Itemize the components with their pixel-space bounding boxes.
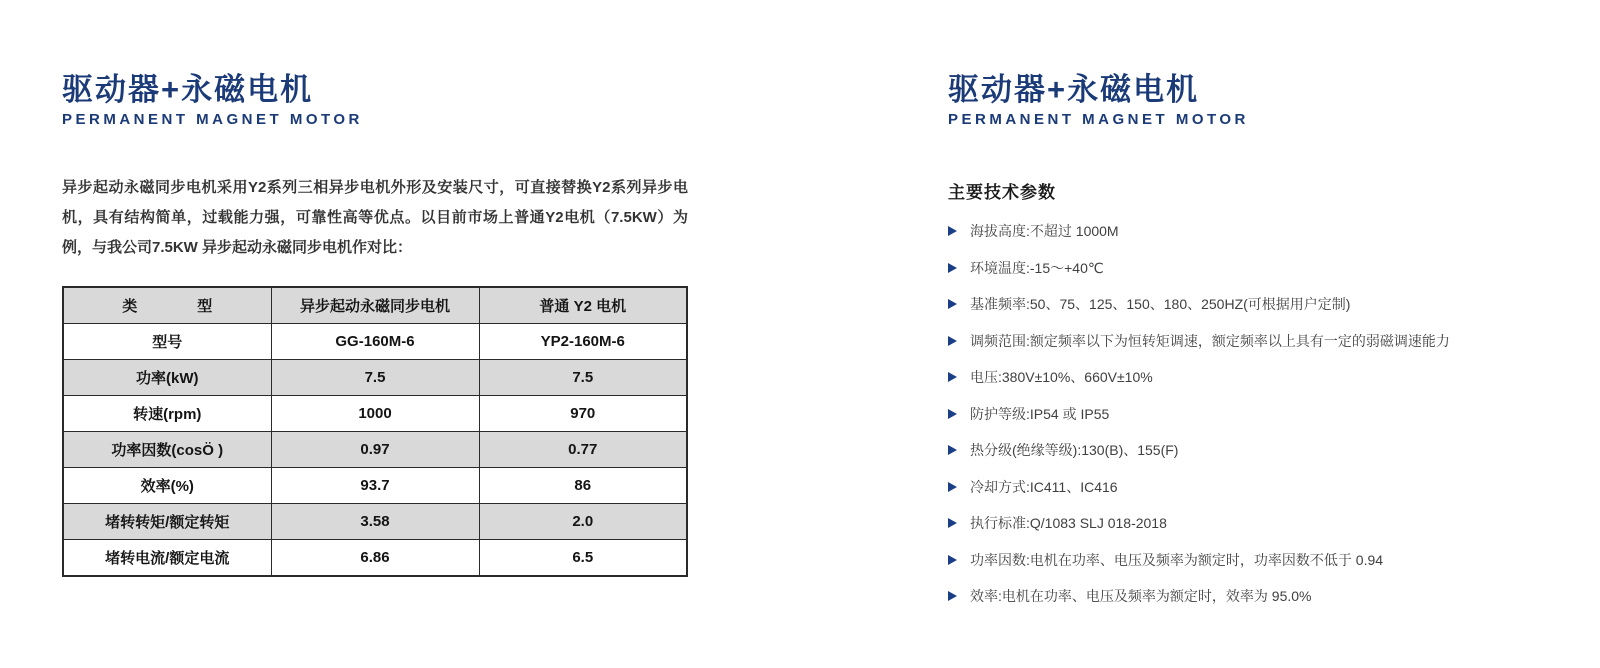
list-item-text: 调频范围:额定频率以下为恒转矩调速，额定频率以上具有一定的弱磁调速能力 — [970, 332, 1450, 349]
comparison-table-head — [63, 287, 687, 324]
table-cell: 堵转电流/额定电流 — [63, 540, 271, 577]
list-item — [948, 443, 1580, 457]
list-item-text: 功率因数:电机在功率、电压及频率为额定时，功率因数不低于 0.94 — [970, 551, 1384, 568]
list-item — [948, 516, 1580, 530]
triangle-bullet-icon — [948, 226, 957, 236]
list-item — [948, 261, 1580, 275]
table-row — [63, 360, 687, 396]
table-header-pm-motor: 异步起动永磁同步电机 — [271, 287, 479, 324]
list-item — [948, 407, 1580, 421]
list-item — [948, 224, 1580, 238]
page-subtitle: PERMANENT MAGNET MOTOR — [62, 111, 363, 128]
left-panel — [62, 72, 688, 577]
triangle-bullet-icon — [948, 482, 957, 492]
table-cell: 转速(rpm) — [63, 396, 271, 432]
table-cell: 7.5 — [479, 360, 687, 396]
right-panel — [948, 72, 1580, 626]
list-item-text: 防护等级:IP54 或 IP55 — [970, 405, 1110, 422]
list-item — [948, 370, 1580, 384]
table-header-row — [63, 287, 687, 324]
list-item-text: 冷却方式:IC411、IC416 — [970, 478, 1118, 495]
list-item-text: 热分级(绝缘等级):130(B)、155(F) — [970, 442, 1179, 458]
right-header — [948, 72, 1580, 129]
page-title: 驱动器+永磁电机 — [948, 72, 1200, 107]
table-cell: 功率(kW) — [63, 360, 271, 396]
triangle-bullet-icon — [948, 445, 957, 455]
table-cell: 堵转转矩/额定转矩 — [63, 504, 271, 540]
list-item — [948, 334, 1580, 348]
parameter-list — [948, 224, 1580, 603]
list-item — [948, 553, 1580, 567]
list-item-text: 环境温度:-15～+40℃ — [970, 259, 1104, 276]
table-cell: 93.7 — [271, 468, 479, 504]
table-cell: 7.5 — [271, 360, 479, 396]
triangle-bullet-icon — [948, 336, 957, 346]
page-subtitle: PERMANENT MAGNET MOTOR — [948, 111, 1249, 128]
triangle-bullet-icon — [948, 555, 957, 565]
table-cell: 3.58 — [271, 504, 479, 540]
list-item — [948, 297, 1580, 311]
table-cell: 6.5 — [479, 540, 687, 577]
table-header-y2-motor: 普通 Y2 电机 — [479, 287, 687, 324]
table-cell: 0.77 — [479, 432, 687, 468]
list-item-text: 基准频率:50、75、125、150、180、250HZ(可根据用户定制) — [970, 296, 1351, 312]
table-row — [63, 540, 687, 577]
triangle-bullet-icon — [948, 263, 957, 273]
table-cell: 86 — [479, 468, 687, 504]
list-item-text: 海拔高度:不超过 1000M — [970, 223, 1119, 239]
table-row — [63, 324, 687, 360]
table-cell: 2.0 — [479, 504, 687, 540]
section-heading: 主要技术参数 — [948, 183, 1056, 202]
triangle-bullet-icon — [948, 591, 957, 601]
list-item-text: 效率:电机在功率、电压及频率为额定时，效率为 95.0% — [970, 588, 1312, 604]
table-cell: YP2-160M-6 — [479, 324, 687, 360]
table-cell: 6.86 — [271, 540, 479, 577]
triangle-bullet-icon — [948, 372, 957, 382]
table-cell: 效率(%) — [63, 468, 271, 504]
table-cell: 功率因数(cosÖ ) — [63, 432, 271, 468]
list-item — [948, 480, 1580, 494]
table-cell: 0.97 — [271, 432, 479, 468]
triangle-bullet-icon — [948, 409, 957, 419]
list-item-text: 执行标准:Q/1083 SLJ 018-2018 — [970, 515, 1167, 531]
table-cell: 1000 — [271, 396, 479, 432]
intro-paragraph: 异步起动永磁同步电机采用Y2系列三相异步电机外形及安装尺寸，可直接替换Y2系列异步电机，具有结构简单，过载能力强，可靠性高等优点。以目前市场上普通Y2电机（7.5KW）为例，与我公司7.5KW 异步起动永磁同步电机作对比： — [62, 179, 688, 256]
triangle-bullet-icon — [948, 518, 957, 528]
table-row — [63, 432, 687, 468]
list-item — [948, 589, 1580, 603]
table-cell: 型号 — [63, 324, 271, 360]
table-cell: GG-160M-6 — [271, 324, 479, 360]
table-cell: 970 — [479, 396, 687, 432]
table-row — [63, 468, 687, 504]
table-header-type: 类 型 — [63, 287, 271, 324]
comparison-table — [62, 286, 688, 577]
left-header — [62, 72, 688, 129]
list-item-text: 电压:380V±10%、660V±10% — [970, 369, 1153, 385]
table-row — [63, 504, 687, 540]
triangle-bullet-icon — [948, 299, 957, 309]
page-title: 驱动器+永磁电机 — [62, 72, 314, 107]
comparison-table-body — [63, 324, 687, 577]
table-row — [63, 396, 687, 432]
